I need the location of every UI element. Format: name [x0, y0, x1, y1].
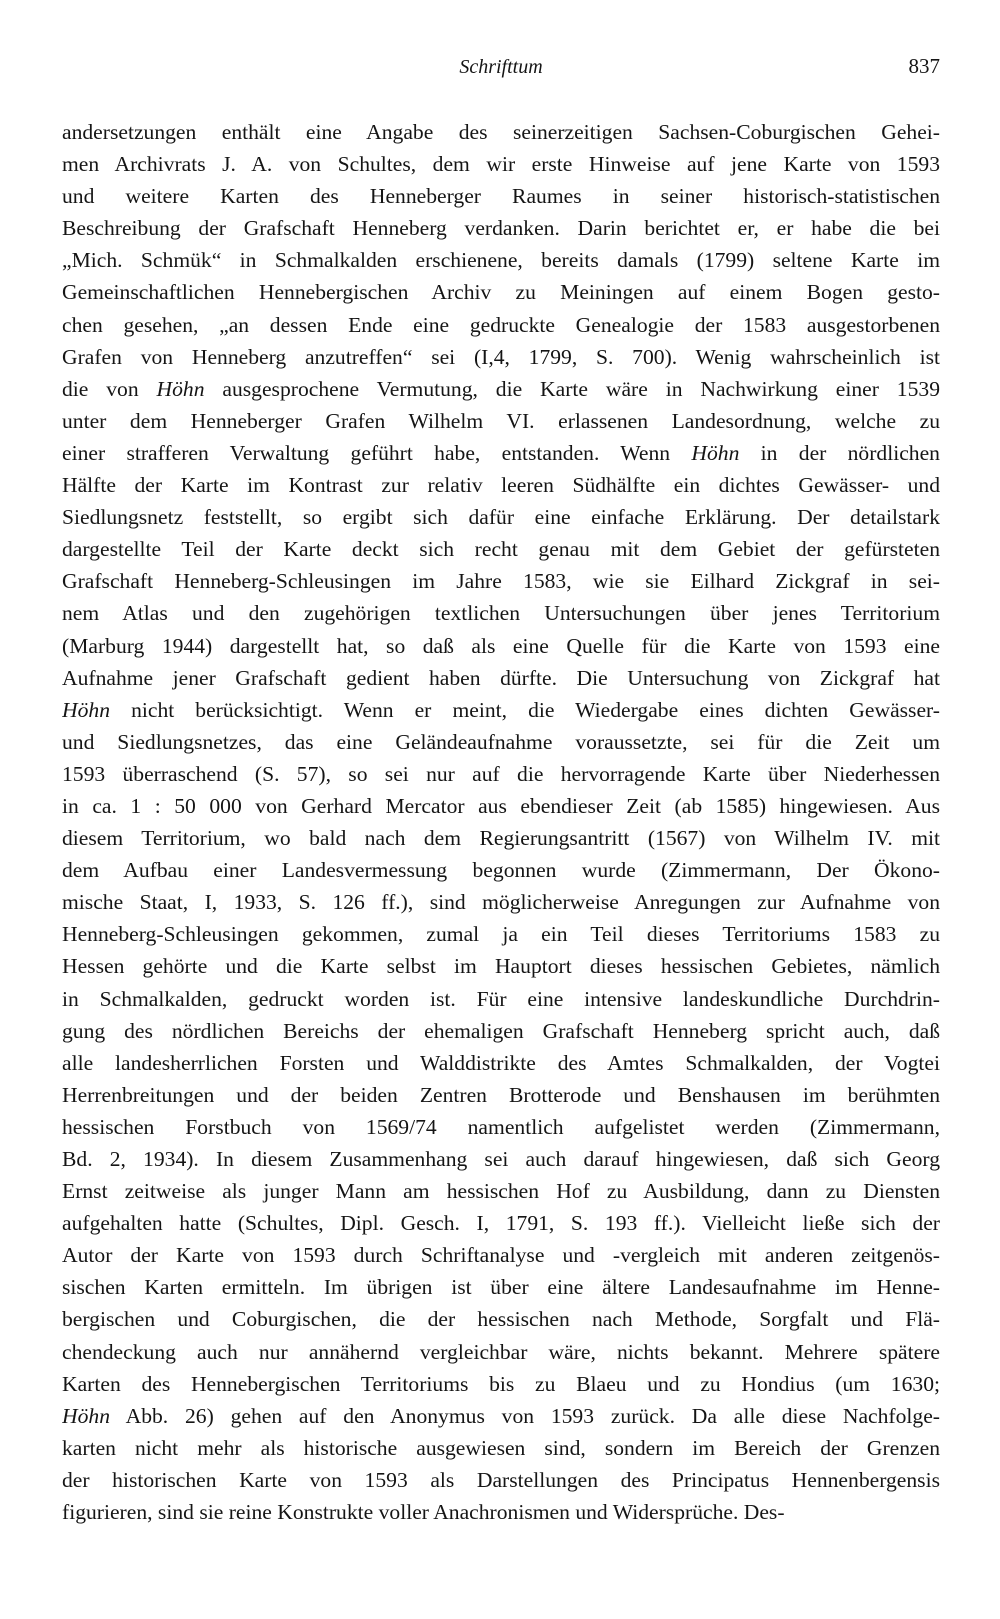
text-line: Aufnahme jener Grafschaft gedient haben dürfte. Die Untersuchung von Zickgraf hat: [62, 665, 940, 690]
text-line: Ernst zeitweise als junger Mann am hessischen Hof zu Ausbildung, dann zu Diensten: [62, 1179, 940, 1204]
text-line: „Mich. Schmük“ in Schmalkalden erschienene, bereits damals (1799) seltene Karte im: [62, 248, 940, 273]
text-line: Beschreibung der Grafschaft Henneberg verdanken. Darin berichtet er, er habe die bei: [62, 216, 940, 241]
text-line: Hälfte der Karte im Kontrast zur relativ leeren Südhälfte ein dichtes Gewässer- und: [62, 473, 940, 498]
text-line: Höhn nicht berücksichtigt. Wenn er meint, die Wiedergabe eines dichten Gewässer-: [62, 697, 940, 722]
text-line: Gemeinschaftlichen Hennebergischen Archiv zu Meiningen auf einem Bogen gesto-: [62, 280, 940, 305]
text-line: aufgehalten hatte (Schultes, Dipl. Gesch. I, 1791, S. 193 ff.). Vielleicht ließe sich der: [62, 1211, 940, 1236]
text-line: und weitere Karten des Henneberger Raumes in seiner historisch-statistischen: [62, 184, 940, 209]
text-line: hessischen Forstbuch von 1569/74 namentlich aufgelistet werden (Zimmermann,: [62, 1114, 940, 1139]
text-line: diesem Territorium, wo bald nach dem Regierungsantritt (1567) von Wilhelm IV. mit: [62, 826, 940, 851]
text-line: nem Atlas und den zugehörigen textlichen Untersuchungen über jenes Territorium: [62, 601, 940, 626]
text-line: Henneberg-Schleusingen gekommen, zumal ja ein Teil dieses Territoriums 1583 zu: [62, 922, 940, 947]
text-line: (Marburg 1944) dargestellt hat, so daß als eine Quelle für die Karte von 1593 eine: [62, 633, 940, 658]
text-line: in ca. 1 : 50 000 von Gerhard Mercator aus ebendieser Zeit (ab 1585) hingewiesen. Aus: [62, 793, 940, 818]
text-line: chendeckung auch nur annähernd vergleichbar wäre, nichts bekannt. Mehrere spätere: [62, 1339, 940, 1364]
document-page: [62, 52, 940, 1528]
text-line: bergischen und Coburgischen, die der hessischen nach Methode, Sorgfalt und Flä-: [62, 1307, 940, 1332]
text-line: Bd. 2, 1934). In diesem Zusammenhang sei auch darauf hingewiesen, daß sich Georg: [62, 1147, 940, 1171]
body-text: [62, 116, 940, 1528]
text-line: Hessen gehörte und die Karte selbst im Hauptort dieses hessischen Gebietes, nämlich: [62, 954, 940, 979]
text-line: die von Höhn ausgesprochene Vermutung, die Karte wäre in Nachwirkung einer 1539: [62, 376, 940, 401]
text-line: unter dem Henneberger Grafen Wilhelm VI. erlassenen Landesordnung, welche zu: [62, 408, 940, 433]
text-line: mische Staat, I, 1933, S. 126 ff.), sind möglicherweise Anregungen zur Aufnahme von: [62, 890, 940, 915]
running-title: Schrifttum: [459, 56, 543, 78]
text-line: Grafschaft Henneberg-Schleusingen im Jahre 1583, wie sie Eilhard Zickgraf in sei-: [62, 569, 940, 594]
text-line: 1593 überraschend (S. 57), so sei nur auf die hervorragende Karte über Niederhessen: [62, 761, 940, 786]
text-line: Autor der Karte von 1593 durch Schriftanalyse und -vergleich mit anderen zeitgenös-: [62, 1243, 940, 1268]
text-line: Siedlungsnetz feststellt, so ergibt sich dafür eine einfache Erklärung. Der detailstark: [62, 505, 940, 530]
text-line: dargestellte Teil der Karte deckt sich recht genau mit dem Gebiet der gefürsteten: [62, 537, 940, 562]
text-line: alle landesherrlichen Forsten und Walddistrikte des Amtes Schmalkalden, der Vogtei: [62, 1050, 940, 1075]
text-line: dem Aufbau einer Landesvermessung begonnen wurde (Zimmermann, Der Ökono-: [62, 858, 940, 883]
page-number: 837: [908, 54, 940, 78]
text-line: karten nicht mehr als historische ausgewiesen sind, sondern im Bereich der Grenzen: [62, 1435, 940, 1460]
text-line: men Archivrats J. A. von Schultes, dem wir erste Hinweise auf jene Karte von 1593: [62, 152, 940, 177]
page-header: [62, 52, 940, 92]
text-line: Karten des Hennebergischen Territoriums bis zu Blaeu und zu Hondius (um 1630;: [62, 1371, 940, 1396]
text-line: chen gesehen, „an dessen Ende eine gedruckte Genealogie der 1583 ausgestorbenen: [62, 312, 940, 337]
text-line: Grafen von Henneberg anzutreffen“ sei (I,4, 1799, S. 700). Wenig wahrscheinlich ist: [62, 344, 940, 369]
text-line: der historischen Karte von 1593 als Darstellungen des Principatus Hennenbergensis: [62, 1467, 940, 1492]
text-line: Herrenbreitungen und der beiden Zentren Brotterode und Benshausen im berühmten: [62, 1082, 940, 1107]
text-line: sischen Karten ermitteln. Im übrigen ist über eine ältere Landesaufnahme im Henne-: [62, 1275, 940, 1300]
text-line: Höhn Abb. 26) gehen auf den Anonymus von 1593 zurück. Da alle diese Nachfolge-: [62, 1403, 940, 1428]
text-line: einer strafferen Verwaltung geführt habe, entstanden. Wenn Höhn in der nördlichen: [62, 440, 940, 465]
text-line: und Siedlungsnetzes, das eine Geländeaufnahme voraussetzte, sei für die Zeit um: [62, 729, 940, 754]
text-line: gung des nördlichen Bereichs der ehemaligen Grafschaft Henneberg spricht auch, daß: [62, 1018, 940, 1043]
text-line: figurieren, sind sie reine Konstrukte voller Anachronismen und Widersprüche. Des-: [62, 1500, 785, 1525]
text-line: in Schmalkalden, gedruckt worden ist. Für eine intensive landeskundliche Durchdrin-: [62, 986, 940, 1011]
text-line: andersetzungen enthält eine Angabe des seinerzeitigen Sachsen-Coburgischen Gehei-: [62, 120, 940, 144]
